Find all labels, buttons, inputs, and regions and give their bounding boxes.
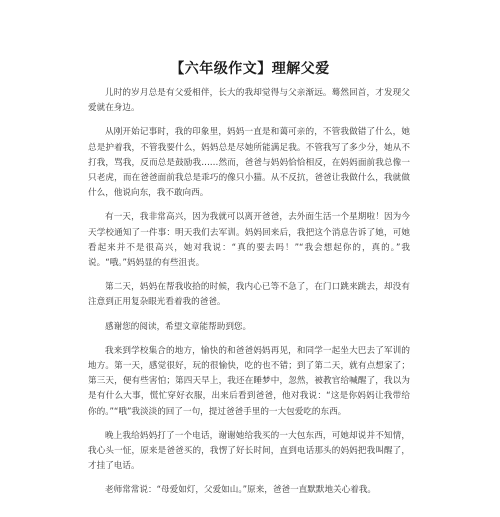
paragraph: 第二天，妈妈在帮我收拾的时候，我内心已等不急了，在门口跳来跳去，却没有注意到正用复杂眼光看着我的爸爸。 (88, 282, 410, 308)
paragraph: 儿时的岁月总是有父爱相伴，长大的我却觉得与父亲渐远。蓦然回首，才发现父爱就在身边。 (88, 88, 410, 114)
paragraph: 从刚开始记事时，我的印象里，妈妈一直是和蔼可亲的，不管我做错了什么，她总是护着我，不管我要什么，妈妈总是尽她所能满足我。不管我写了多少分，她从不打我，骂我，反而总是鼓励我……然而，爸爸与妈妈恰恰相反，在妈妈面前我总像一只老虎，而在爸爸面前我总是乖巧的像只小猫。从不反抗，爸爸让我做什么，我就做什么，他说向东，我不敢向西。 (88, 127, 410, 199)
paragraph: 有一天，我非常高兴，因为我就可以离开爸爸，去外面生活一个星期啦！因为今天学校通知了一件事：明天我们去军训。妈妈回来后，我把这个消息告诉了她，可她看起来并不是很高兴，她对我说：“真的要去吗！”“我会想起你的，真的。”我说。“哦。”妈妈显的有些沮丧。 (88, 212, 410, 269)
paragraph: 老师常常说：“母爱如灯，父爱如山。”原来，爸爸一直默默地关心着我。 (105, 485, 377, 496)
paragraph: 晚上我给妈妈打了一个电话，谢谢她给我买的一大包东西，可她却说并不知情，我心头一怔，原来是爸爸买的，我愣了好长时间，直到电话那头的妈妈把我叫醒了，才挂了电话。 (88, 430, 410, 472)
paragraph: 我来到学校集合的地方，愉快的和爸爸妈妈再见，和同学一起坐大巴去了军训的地方。第一天，感觉很好，玩的很愉快，吃的也不错；到了第二天，就有点想家了；第三天，便有些害怕；第四天早上，我还在睡梦中，忽然，被教官给喊醒了，我以为是有什么大事，慌忙穿好衣服，出来后看到爸爸，他对我说：“这是你妈妈让我带给你的。”“哦”我淡淡的回了一句，提过爸爸手里的一大包爱吃的东西。 (88, 345, 410, 417)
article-body (88, 86, 410, 508)
article-title: 【六年级作文】理解父爱 (170, 61, 330, 77)
paragraph: 感谢您的阅读，希望文章能帮助到您。 (105, 321, 252, 332)
